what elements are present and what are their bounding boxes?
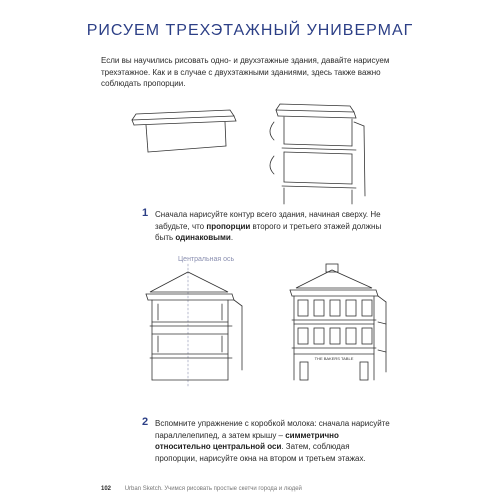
book-title: Urban Sketch. Учимся рисовать простые скетчи города и людей <box>124 486 302 492</box>
intro-paragraph: Если вы научились рисовать одно- и двухэтажные здания, давайте нарисуем трехэтажное. Как и в случае с двухэтажными зданиями, здесь также важно соблюдать пропорции. <box>101 56 390 88</box>
shop-sign: THE BAKERS TABLE <box>314 356 354 361</box>
sketch-detailed-building <box>282 262 402 392</box>
step-2 <box>142 418 390 464</box>
step-number: 2 <box>142 416 149 428</box>
central-axis-label: Центральная ось <box>178 256 235 263</box>
page-number: 102 <box>101 486 112 492</box>
sketch-central-axis <box>138 262 258 392</box>
step-text: Сначала нарисуйте контур всего здания, начиная сверху. Не забудьте, что пропорции второго и третьего этажей должны быть одинаковыми. <box>155 210 382 242</box>
page-title: РИСУЕМ ТРЕХЭТАЖНЫЙ УНИВЕРМАГ <box>86 22 414 39</box>
sketch-roof-outline <box>130 108 250 158</box>
step-text: Вспомните упражнение с коробкой молока: сначала нарисуйте параллелепипед, а затем крышу – симметрично относительно центральной оси. Затем, соблюдая пропорции, нарисуйте окна на втором и третьем этажах. <box>155 419 390 463</box>
step-number: 1 <box>142 207 149 219</box>
page-footer <box>101 486 302 492</box>
sketch-floors-outline <box>262 100 382 210</box>
step-1 <box>142 209 390 244</box>
